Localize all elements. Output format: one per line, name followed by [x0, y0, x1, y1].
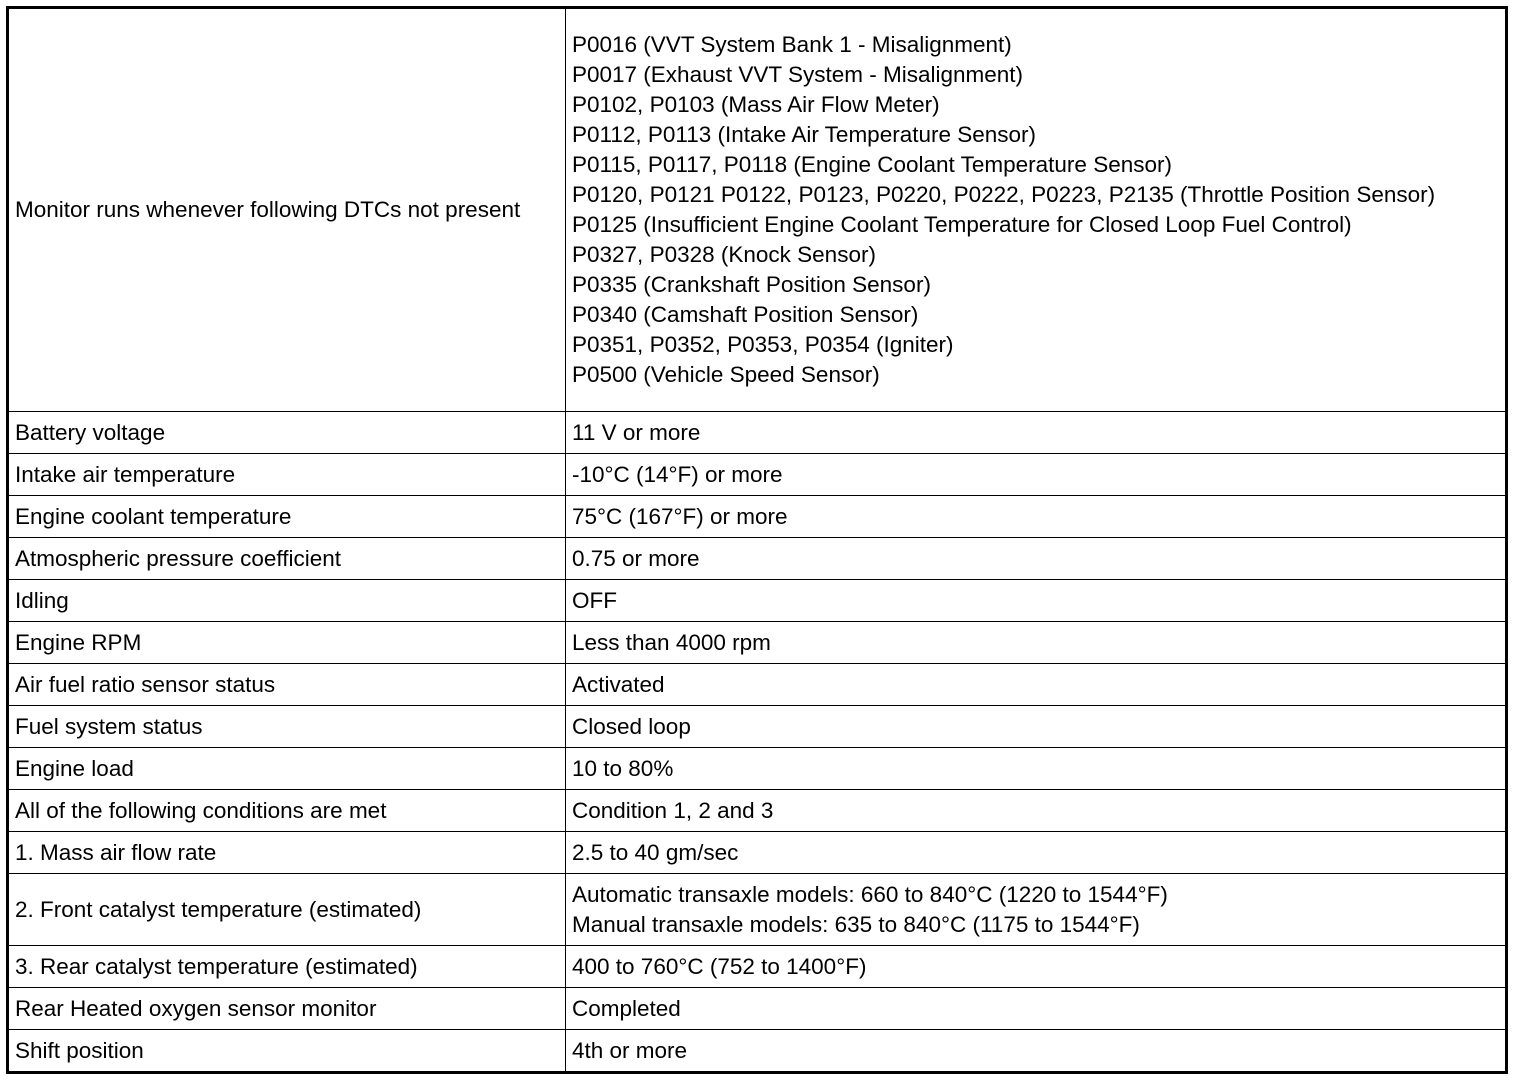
row-label: 3. Rear catalyst temperature (estimated)	[9, 946, 566, 988]
row-label: Battery voltage	[9, 412, 566, 454]
row-value: 10 to 80%	[566, 748, 1506, 790]
table-row	[9, 496, 1505, 538]
row-label: Monitor runs whenever following DTCs not present	[9, 9, 566, 412]
row-label: Intake air temperature	[9, 454, 566, 496]
dtc-line: P0017 (Exhaust VVT System - Misalignment)	[572, 62, 1024, 87]
dtc-line: P0327, P0328 (Knock Sensor)	[572, 242, 876, 267]
catalyst-line: Automatic transaxle models: 660 to 840°C (1220 to 1544°F)	[572, 881, 1168, 907]
table-row	[9, 748, 1505, 790]
row-label: 2. Front catalyst temperature (estimated)	[9, 874, 566, 946]
table-row	[9, 538, 1505, 580]
dtc-line: P0335 (Crankshaft Position Sensor)	[572, 272, 931, 297]
row-label: Air fuel ratio sensor status	[9, 664, 566, 706]
row-label: Rear Heated oxygen sensor monitor	[9, 988, 566, 1030]
row-value: 75°C (167°F) or more	[566, 496, 1506, 538]
dtc-line: P0340 (Camshaft Position Sensor)	[572, 302, 919, 327]
row-label: All of the following conditions are met	[9, 790, 566, 832]
table-row	[9, 832, 1505, 874]
row-value: 11 V or more	[566, 412, 1506, 454]
row-value: Activated	[566, 664, 1506, 706]
dtc-list-cell	[566, 9, 1506, 412]
table-row	[9, 988, 1505, 1030]
table-row	[9, 412, 1505, 454]
row-value: 4th or more	[566, 1030, 1506, 1072]
dtc-line: P0112, P0113 (Intake Air Temperature Sensor)	[572, 122, 1037, 147]
table-row-front-catalyst	[9, 874, 1505, 946]
row-label: 1. Mass air flow rate	[9, 832, 566, 874]
row-label: Fuel system status	[9, 706, 566, 748]
row-value: -10°C (14°F) or more	[566, 454, 1506, 496]
conditions-table-container	[6, 6, 1508, 1074]
table-row	[9, 946, 1505, 988]
table-row	[9, 580, 1505, 622]
row-value	[566, 874, 1506, 946]
row-label: Engine load	[9, 748, 566, 790]
dtc-line: P0351, P0352, P0353, P0354 (Igniter)	[572, 332, 954, 357]
monitor-conditions-table	[9, 9, 1505, 1071]
dtc-line: P0102, P0103 (Mass Air Flow Meter)	[572, 92, 940, 117]
row-label: Atmospheric pressure coefficient	[9, 538, 566, 580]
dtc-line: P0120, P0121 P0122, P0123, P0220, P0222, P0223, P2135 (Throttle Position Sensor)	[572, 182, 1436, 207]
dtc-line: P0500 (Vehicle Speed Sensor)	[572, 362, 880, 387]
dtc-line: P0016 (VVT System Bank 1 - Misalignment)	[572, 32, 1012, 57]
row-value: OFF	[566, 580, 1506, 622]
row-value: 0.75 or more	[566, 538, 1506, 580]
row-value: Condition 1, 2 and 3	[566, 790, 1506, 832]
table-row	[9, 622, 1505, 664]
dtc-line: P0125 (Insufficient Engine Coolant Temperature for Closed Loop Fuel Control)	[572, 212, 1352, 237]
table-row	[9, 454, 1505, 496]
catalyst-line: Manual transaxle models: 635 to 840°C (1175 to 1544°F)	[572, 911, 1140, 937]
row-value: Closed loop	[566, 706, 1506, 748]
row-value: 2.5 to 40 gm/sec	[566, 832, 1506, 874]
table-row-dtc	[9, 9, 1505, 412]
row-value: 400 to 760°C (752 to 1400°F)	[566, 946, 1506, 988]
table-row	[9, 1030, 1505, 1072]
table-row	[9, 790, 1505, 832]
row-label: Engine coolant temperature	[9, 496, 566, 538]
row-label: Idling	[9, 580, 566, 622]
row-value: Less than 4000 rpm	[566, 622, 1506, 664]
table-row	[9, 664, 1505, 706]
table-row	[9, 706, 1505, 748]
dtc-line: P0115, P0117, P0118 (Engine Coolant Temperature Sensor)	[572, 152, 1172, 177]
row-value: Completed	[566, 988, 1506, 1030]
row-label: Shift position	[9, 1030, 566, 1072]
row-label: Engine RPM	[9, 622, 566, 664]
